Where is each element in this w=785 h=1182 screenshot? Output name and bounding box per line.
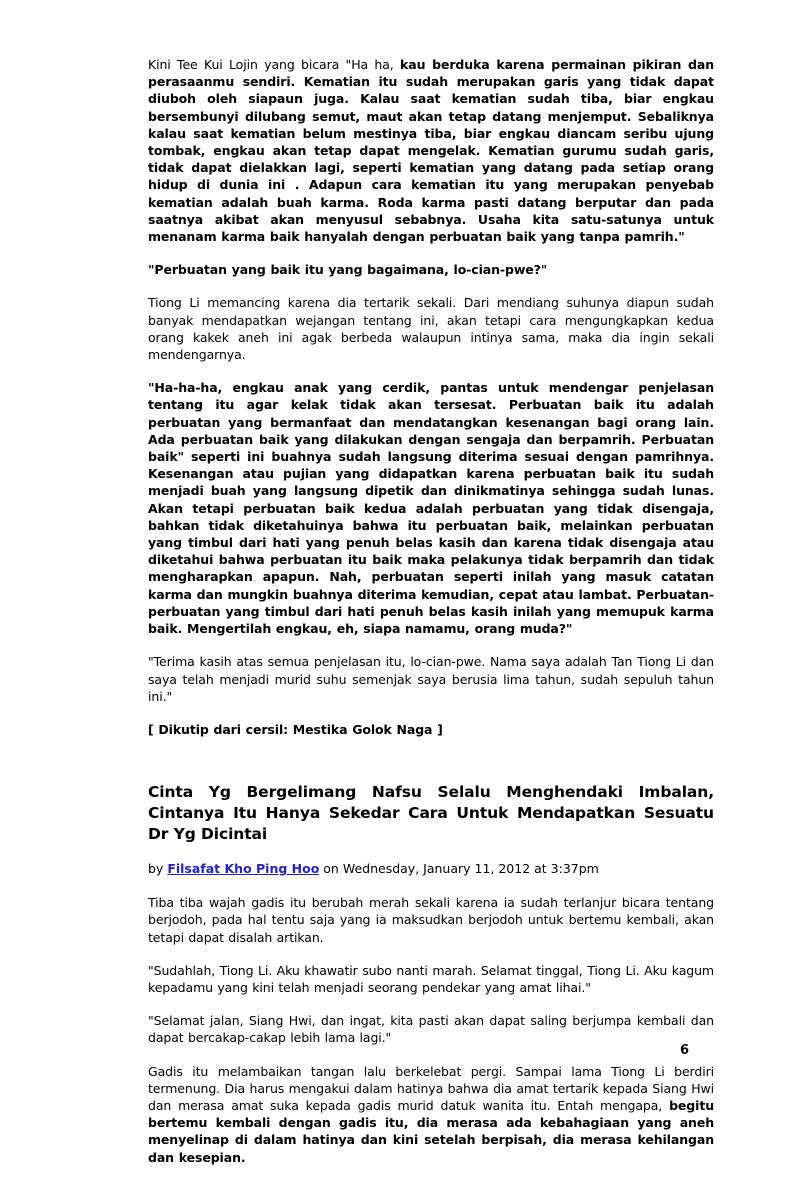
author-link[interactable]: Filsafat Kho Ping Hoo xyxy=(167,861,320,877)
paragraph-dialog-5: "Sudahlah, Tiong Li. Aku khawatir subo nanti marah. Selamat tinggal, Tiong Li. Aku kagum kepadamu yang kini telah menjadi seorang pendekar yang amat lihai." xyxy=(148,962,714,995)
byline xyxy=(148,861,714,877)
paragraph-lead-text: Gadis itu melambaikan tangan lalu berkelebat pergi. Sampai lama Tiong Li berdiri termenung. Dia harus mengakui dalam hatinya bahwa dia amat tertarik kepada Siang Hwi dan merasa amat suka kepada gadis murid datuk wanita itu. Entah mengapa, xyxy=(148,1063,714,1113)
paragraph-bold-text: begitu bertemu kembali dengan gadis itu, dia merasa ada kebahagiaan yang aneh menyelinap di dalam hatinya dan kini setelah berpisah, dia merasa kehilangan dan kesepian. xyxy=(148,1097,714,1165)
paragraph-dialog-6: "Selamat jalan, Siang Hwi, dan ingat, kita pasti akan dapat saling berjumpa kembali dan dapat bercakap-cakap lebih lama lagi." xyxy=(148,1013,714,1046)
byline-prefix: by xyxy=(148,861,168,877)
paragraph-dialog-2: "Perbuatan yang baik itu yang bagaimana, lo-cian-pwe?" xyxy=(148,262,548,278)
paragraph-lead-text: Kini Tee Kui Lojin yang bicara "Ha ha, xyxy=(148,57,401,72)
excerpt-source-citation: [ Dikutip dari cersil: Mestika Golok Naga ] xyxy=(148,721,443,737)
paragraph-narration-3 xyxy=(148,1063,714,1166)
paragraph-narration-2: Tiba tiba wajah gadis itu berubah merah sekali karena ia sudah terlanjur bicara tentang berjodoh, pada hal tentu saja yang ia maksudkan berjodoh untuk bertemu kembali, akan tetapi dapat disalah artikan. xyxy=(148,895,714,945)
page-content xyxy=(148,56,714,1182)
paragraph-dialog-1 xyxy=(148,56,714,245)
paragraph-narration-1: Tiong Li memancing karena dia tertarik sekali. Dari mendiang suhunya diapun sudah banyak mendapatkan wejangan tentang ini, akan tetapi cara mengungkapkan kedua orang kakek aneh ini agak berbeda walaupun intinya sama, maka dia ingin sekali mendengarnya. xyxy=(148,295,714,363)
paragraph-dialog-3: "Ha-ha-ha, engkau anak yang cerdik, pantas untuk mendengar penjelasan tentang itu agar kelak tidak akan tersesat. Perbuatan baik itu adalah perbuatan yang bermanfaat dan mendatangkan kesenangan bagi orang lain. Ada perbuatan baik yang dilakukan dengan sengaja dan berpamrih. Perbuatan baik" seperti ini buahnya sudah langsung diterima sesuai dengan pamrihnya. Kesenangan atau pujian yang didapatkan karena perbuatan baik itu sudah menjadi buah yang langsung dipetik dan dinikmatinya sehingga sudah lunas. Akan tetapi perbuatan baik kedua adalah perbuatan yang tidak disengaja, bahkan tidak diketahuinya bahwa itu perbuatan baik, melainkan perbuatan yang timbul dari hati yang penuh belas kasih dan karena tidak disengaja atau diketahui bahwa perbuatan itu baik maka pelakunya tidak berpamrih dan tidak mengharapkan apapun. Nah, perbuatan seperti inilah yang masuk catatan karma dan mungkin buahnya diterima kemudian, cepat atau lambat. Perbuatan-perbuatan yang timbul dari hati penuh belas kasih inilah yang memupuk karma baik. Mengertilah engkau, eh, siapa namamu, orang muda?" xyxy=(148,380,714,637)
paragraph-bold-text: kau berduka karena permainan pikiran dan perasaanmu sendiri. Kematian itu sudah merupakan garis yang tidak dapat diuboh oleh siapaun juga. Kalau saat kematian sudah tiba, biar engkau bersembunyi dilubang semut, maut akan tetap datang menjemput. Sebaliknya kalau saat kematian belum mestinya tiba, biar engkau diancam seribu ujung tombak, engkau akan tetap dapat mengelak. Kematian gurumu sudah garis, tidak dapat dielakkan lagi, seperti kematian yang datang pada setiap orang hidup di dunia ini . Adapun cara kematian itu yang merupakan penyebab kematian adalah buah karma. Roda karma pasti datang berputar dan pada saatnya akibat akan menyusul sebabnya. Usaha kita satu-satunya untuk menanam karma baik hanyalah dengan perbuatan baik yang tanpa pamrih." xyxy=(148,57,715,245)
byline-date: on Wednesday, January 11, 2012 at 3:37pm xyxy=(319,861,599,877)
note-title: Cinta Yg Bergelimang Nafsu Selalu Menghendaki Imbalan, Cintanya Itu Hanya Sekedar Cara Untuk Mendapatkan Sesuatu Dr Yg Dicintai xyxy=(148,783,714,844)
page-number: 6 xyxy=(680,1043,690,1058)
paragraph-dialog-4: "Terima kasih atas semua penjelasan itu, lo-cian-pwe. Nama saya adalah Tan Tiong Li dan saya telah menjadi murid suhu semenjak saya berusia lima tahun, sudah sepuluh tahun ini." xyxy=(148,654,714,704)
